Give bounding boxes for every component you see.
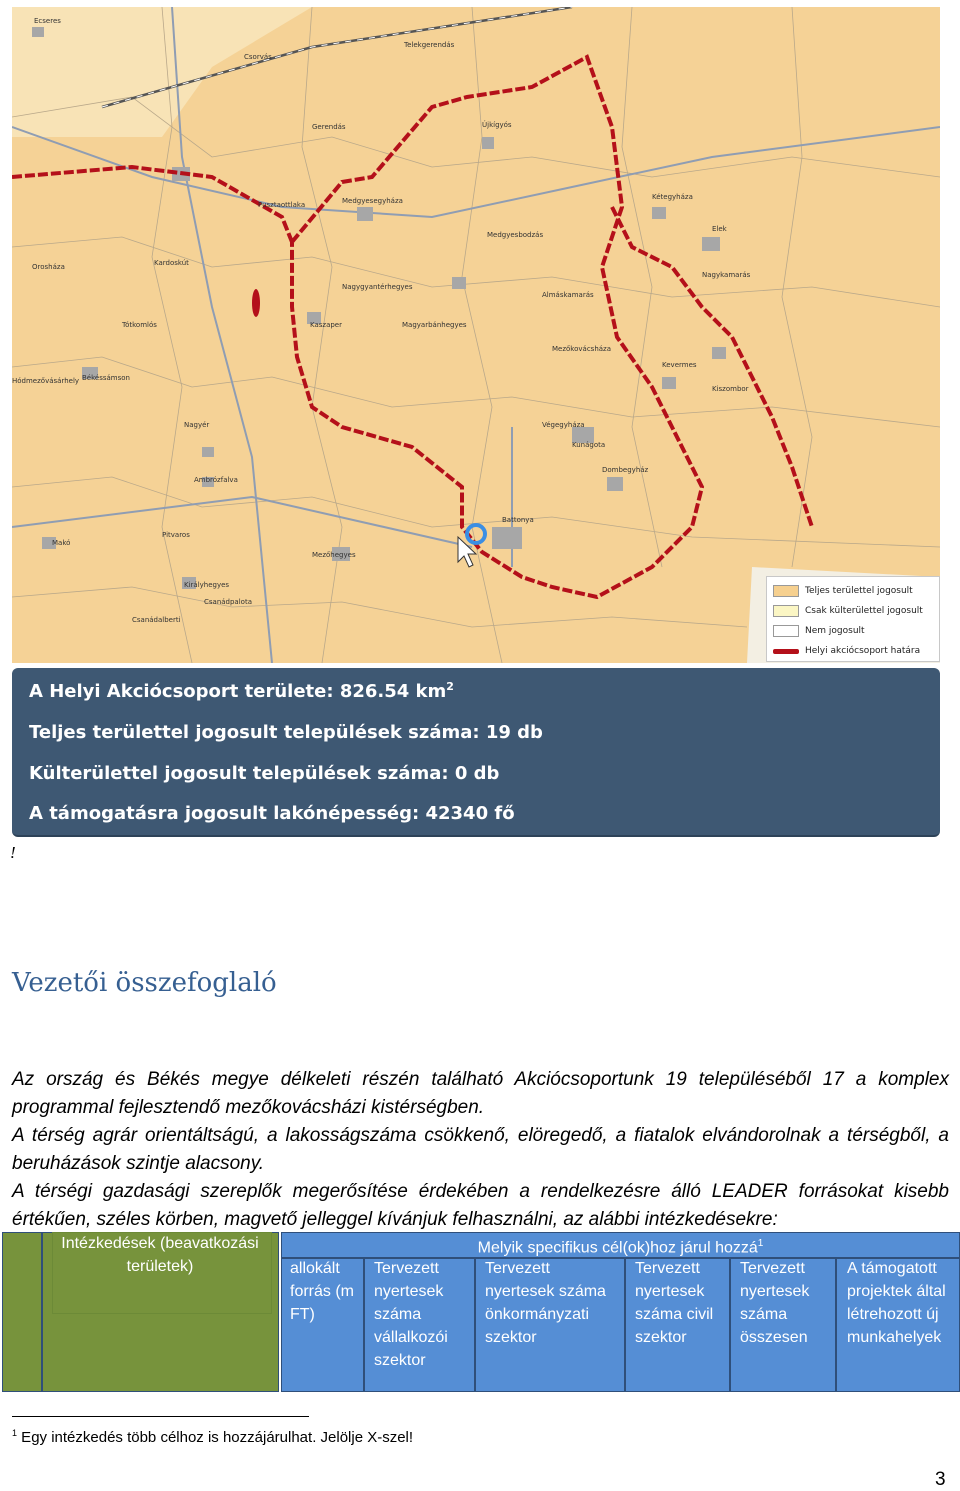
svg-text:Dombegyház: Dombegyház bbox=[602, 466, 649, 474]
info-outer-settlements: Külterülettel jogosult települések száma: 0 db bbox=[29, 763, 500, 784]
table-header-business: Tervezett nyertesek száma vállalkozói szektor bbox=[374, 1260, 448, 1369]
paragraph-1: Az ország és Békés megye délkeleti részén található Akciócsoportunk 19 településéből 17 a komplex programmal fejlesztendő mezőkovácsházi kistérségben. bbox=[12, 1069, 949, 1118]
svg-text:Mezőhegyes: Mezőhegyes bbox=[312, 551, 356, 559]
svg-text:Királyhegyes: Királyhegyes bbox=[184, 581, 230, 589]
svg-text:Békéssámson: Békéssámson bbox=[82, 374, 130, 382]
info-area: A Helyi Akciócsoport területe: 826.54 $km^2$ bbox=[29, 680, 454, 702]
svg-text:Mezőkovácsháza: Mezőkovácsháza bbox=[552, 345, 612, 353]
table-header-jobs: A támogatott projektek által létrehozott új munkahelyek bbox=[847, 1260, 946, 1346]
legend-item-full bbox=[773, 584, 913, 598]
table-header-total: Tervezett nyertesek száma összesen bbox=[740, 1260, 810, 1346]
svg-text:Medgyesbodzás: Medgyesbodzás bbox=[487, 231, 544, 239]
table-header-measures: Intézkedések (beavatkozási területek) bbox=[61, 1235, 259, 1275]
svg-text:Kevermes: Kevermes bbox=[662, 361, 697, 369]
svg-text:Almáskamarás: Almáskamarás bbox=[542, 291, 594, 299]
section-heading: Vezetői összefoglaló bbox=[12, 968, 277, 998]
svg-text:Battonya: Battonya bbox=[502, 516, 534, 524]
legend-label: Csak külterülettel jogosult bbox=[805, 606, 923, 616]
svg-text:Kardoskút: Kardoskút bbox=[154, 259, 189, 267]
lag-info-panel bbox=[12, 668, 940, 837]
legend-swatch bbox=[773, 625, 799, 637]
svg-text:Végegyháza: Végegyháza bbox=[542, 421, 585, 429]
svg-text:Újkígyós: Újkígyós bbox=[482, 121, 512, 129]
legend-swatch bbox=[773, 645, 799, 657]
table-header-municipal: Tervezett nyertesek száma önkormányzati szektor bbox=[485, 1260, 606, 1346]
measures-table bbox=[2, 1232, 960, 1392]
svg-text:Csanádpalota: Csanádpalota bbox=[204, 598, 252, 606]
svg-text:Elek: Elek bbox=[712, 225, 727, 233]
svg-text:Kaszaper: Kaszaper bbox=[310, 321, 342, 329]
region-map bbox=[12, 7, 940, 663]
info-population: A támogatásra jogosult lakónépesség: 42340 fő bbox=[29, 803, 515, 824]
svg-text:Medgyesegyháza: Medgyesegyháza bbox=[342, 197, 403, 205]
svg-text:Kunágota: Kunágota bbox=[572, 441, 606, 449]
legend-swatch bbox=[773, 585, 799, 597]
svg-text:Telekgerendás: Telekgerendás bbox=[404, 41, 455, 49]
table-group-header: Melyik specifikus cél(ok)hoz járul hozzá$^1$ bbox=[477, 1238, 764, 1257]
table-col-blank bbox=[2, 1232, 42, 1392]
svg-text:Hódmezővásárhely: Hódmezővásárhely bbox=[12, 377, 80, 385]
legend-label: Nem jogosult bbox=[805, 626, 865, 636]
legend-item-boundary bbox=[773, 644, 920, 658]
footnote-separator bbox=[12, 1416, 309, 1417]
svg-text:Gerendás: Gerendás bbox=[312, 123, 346, 131]
table-header-allocated: allokált forrás (m FT) bbox=[290, 1260, 354, 1323]
svg-text:Nagyér: Nagyér bbox=[184, 421, 210, 429]
svg-text:Kétegyháza: Kétegyháza bbox=[652, 193, 693, 201]
info-full-settlements: Teljes területtel jogosult települések száma: 19 db bbox=[29, 722, 543, 743]
map-canvas bbox=[12, 7, 940, 663]
page-number: 3 bbox=[935, 1469, 946, 1490]
svg-text:Tótkomlós: Tótkomlós bbox=[122, 321, 157, 329]
paragraph-3: A térségi gazdasági szereplők megerősítése érdekében a rendelkezésre álló LEADER forrásokat kisebb értékűen, széles körben, magvető jelleggel kívánjuk felhasználni, az alábbi intézkedésekre: bbox=[12, 1181, 949, 1230]
svg-text:Kiszombor: Kiszombor bbox=[712, 385, 749, 393]
map-legend bbox=[766, 576, 940, 662]
table-header-civil: Tervezett nyertesek száma civil szektor bbox=[635, 1260, 714, 1346]
svg-text:Pusztaottlaka: Pusztaottlaka bbox=[258, 201, 306, 209]
svg-text:Nagygyantérhegyes: Nagygyantérhegyes bbox=[342, 283, 413, 291]
legend-swatch bbox=[773, 605, 799, 617]
svg-text:Orosháza: Orosháza bbox=[32, 263, 65, 271]
legend-item-none bbox=[773, 624, 865, 638]
svg-text:Magyarbánhegyes: Magyarbánhegyes bbox=[402, 321, 467, 329]
paragraph-2: A térség agrár orientáltságú, a lakosságszáma csökkenő, elöregedő, a fiatalok elvándorolnak a térségből, a beruházások szintje alacsony. bbox=[12, 1125, 949, 1174]
svg-text:Nagykamarás: Nagykamarás bbox=[702, 271, 751, 279]
svg-text:Ecseres: Ecseres bbox=[34, 17, 61, 25]
svg-text:Csorvás: Csorvás bbox=[244, 53, 272, 61]
footnote: $^1$ Egy intézkedés több célhoz is hozzájárulhat. Jelölje X-szel! bbox=[12, 1428, 414, 1446]
svg-text:Makó: Makó bbox=[52, 539, 71, 547]
exclamation-mark: ! bbox=[10, 843, 16, 862]
svg-text:Pitvaros: Pitvaros bbox=[162, 531, 190, 539]
legend-label: Helyi akciócsoport határa bbox=[805, 646, 921, 656]
svg-text:Csanádalberti: Csanádalberti bbox=[132, 616, 181, 624]
legend-label: Teljes területtel jogosult bbox=[805, 586, 913, 596]
legend-item-outer bbox=[773, 604, 923, 618]
svg-text:Ambrózfalva: Ambrózfalva bbox=[194, 476, 238, 484]
